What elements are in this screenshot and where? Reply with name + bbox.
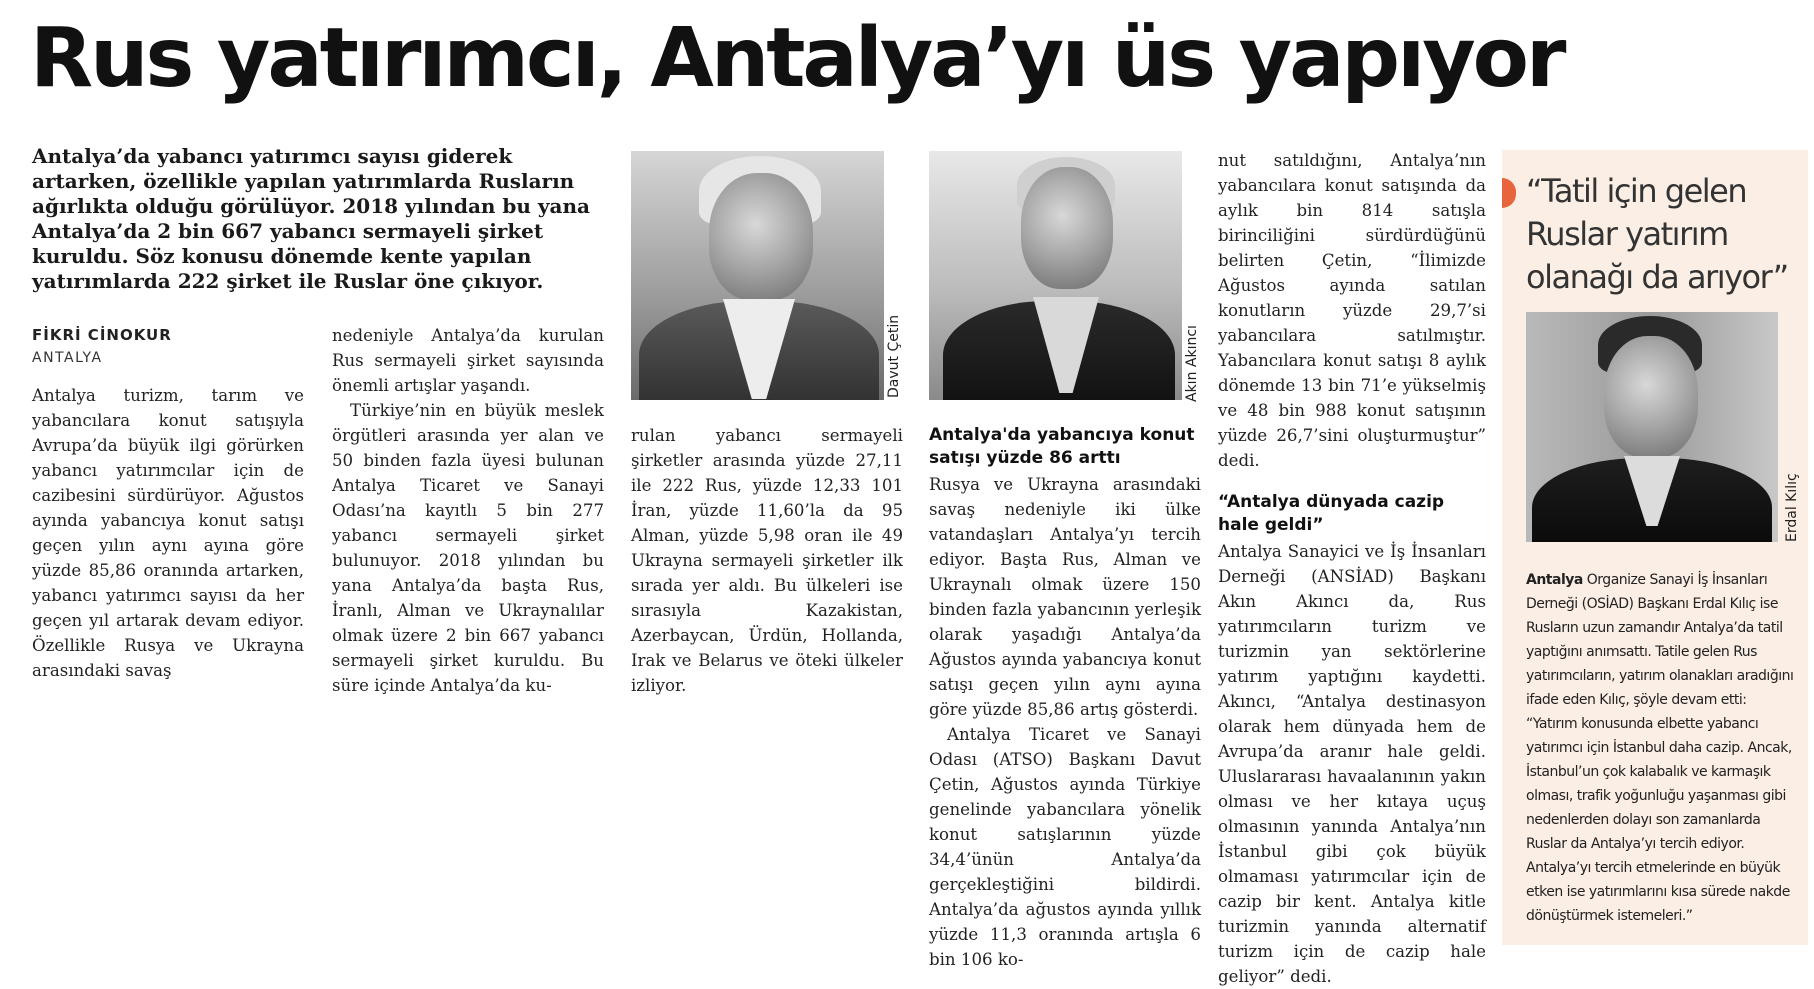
col3-paragraph-1: rulan yabancı sermayeli şirketler arasında yüzde 27,11 ile 222 Rus, yüzde 12,33 101 İran, yüzde 11,60’la da 95 Alman, yüzde 5,98 oran ile 49 Ukrayna sermayeli şirketler ilk sırada yer aldı. Bu ülkeleri ise sırasıyla Kazakistan, Azerbaycan, Ürdün, Hollanda, Irak ve Belarus ve öteki ülkeler izliyor. — [631, 426, 903, 695]
col2-paragraph-2: Türkiye’nin en büyük meslek örgütleri arasında yer alan ve 50 binden fazla üyesi bulunan Antalya Ticaret ve Sanayi Odası’na kayıtlı 5 bin 277 yabancı sermayeli şirket bulunuyor. 2018 yılından bu yana Antalya’da başta Rus, İranlı, Alman ve Ukraynalılar olmak üzere 2 bin 667 yabancı sermayeli şirket kuruldu. Bu süre içinde Antalya’da ku- — [332, 401, 604, 695]
photo-davut-cetin — [631, 151, 884, 400]
col4-subheading: Antalya'da yabancıya konut satışı yüzde 86 arttı — [929, 425, 1195, 468]
sidebar-text-bold: Antalya — [1526, 572, 1583, 588]
column-5 — [1218, 148, 1486, 989]
col4-paragraph-2: Antalya Ticaret ve Sanayi Odası (ATSO) Başkanı Davut Çetin, Ağustos ayında Türkiye genelinde yabancılara yönelik konut satışlarının yüzde 34,4’ünün Antalya’da gerçekleştiğini bildirdi. Antalya’da ağustos ayında yıllık yüzde 11,3 oranında artışla 6 bin 106 ko- — [929, 725, 1201, 969]
column-4 — [929, 424, 1201, 972]
dateline-location: ANTALYA — [32, 350, 103, 366]
photo2-credit: Akın Akıncı — [1184, 325, 1200, 402]
col1-paragraph-1: Antalya turizm, tarım ve yabancılara konut satışıyla Avrupa’da büyük ilgi görürken yabancı yatırımcılar için de cazibesini sürdürüyor. Ağustos ayında yabancıya konut satışı geçen yılın aynı ayına göre yüzde 85,86 oranında artarken, yabancı yatırımcı sayısı da her geçen yıl artarak devam ediyor. Özellikle Rusya ve Ukrayna arasındaki savaş — [32, 386, 304, 680]
col5-paragraph-2: Antalya Sanayici ve İş İnsanları Derneği (ANSİAD) Başkanı Akın Akıncı da, Rus yatırımcıların turizm ve turizmin yan sektörlerine yatırım yaptığını kaydetti. Akıncı, “Antalya destinasyon olarak hem dünyada hem de Avrupa’da aranır hale geldi. Uluslararası havaalanının yakın olması ve her kıtaya uçuş olmasının yanında Antalya’nın İstanbul gibi çok büyük olmaması yatırımcılar için de cazip bir kent. Antalya kitle turizmin yanında alternatif turizm için de cazip hale geliyor” dedi. — [1218, 542, 1486, 986]
column-2 — [332, 323, 604, 698]
column-1 — [32, 383, 304, 683]
column-3 — [631, 423, 903, 698]
photo3-credit: Erdal Kılıç — [1784, 473, 1800, 542]
col4-paragraph-1: Rusya ve Ukrayna arasındaki savaş nedeniyle iki ülke vatandaşları Antalya’yı tercih ediyor. Başta Rus, Alman ve Ukraynalı olmak üzere 150 binden fazla yabancının yerleşik olarak yaşadığı Antalya’da Ağustos ayında yabancıya konut satışı geçen yılın aynı ayına göre yüzde 85,86 artış gösterdi. — [929, 475, 1201, 719]
sidebar-text — [1526, 568, 1798, 928]
photo-erdal-kilic — [1526, 312, 1778, 542]
photo1-credit: Davut Çetin — [886, 314, 902, 398]
photo-akin-akinci — [929, 151, 1182, 400]
col2-paragraph-1: nedeniyle Antalya’da kurulan Rus sermayeli şirket sayısında önemli artışlar yaşandı. — [332, 326, 604, 395]
col5-subheading: “Antalya dünyada cazip hale geldi” — [1218, 492, 1445, 535]
sidebar-text-body: Organize Sanayi İş İnsanları Derneği (OSİAD) Başkanı Erdal Kılıç ise Rusların uzun zamandır Antalya’da tatil yaptığını anımsattı. Tatile gelen Rus yatırımcıların, yatırım olanakları aradığını ifade eden Kılıç, şöyle devam etti: “Yatırım konusunda elbette yabancı yatırımcı için İstanbul daha cazip. Ancak, İstanbul’un çok kalabalık ve karmaşık olması, trafik yoğunluğu yaşanması gibi nedenlerden dolayı son zamanlarda Ruslar da Antalya’yı tercih ediyor. Antalya’yı tercih etmelerinde en büyük etken ise yatırımlarını kısa sürede nakde dönüştürmek istemeleri.” — [1526, 572, 1794, 924]
col5-paragraph-1: nut satıldığını, Antalya’nın yabancılara konut satışında da aylık bin 814 satışla birinciliğini sürdürdüğünü belirten Çetin, “İlimizde Ağustos ayında satılan konutların yüzde 29,7’si yabancılara satılmıştır. Yabancılara konut satışı 8 aylık dönemde 13 bin 71’e yükselmiş ve 48 bin 988 konut satışının yüzde 26,7’sini oluşturmuştur” dedi. — [1218, 151, 1486, 470]
author-byline: FİKRİ CİNOKUR — [32, 326, 172, 344]
article-lead: Antalya’da yabancı yatırımcı sayısı giderek artarken, özellikle yapılan yatırımlarda Rusların ağırlıkta olduğu görülüyor. 2018 yılından bu yana Antalya’da 2 bin 667 yabancı sermayeli şirket kuruldu. Söz konusu dönemde kente yapılan yatırımlarda 222 şirket ile Ruslar öne çıkıyor. — [32, 144, 590, 293]
sidebar-pull-quote: “Tatil için gelen Ruslar yatırım olanağı da arıyor” — [1526, 172, 1788, 296]
headline: Rus yatırımcı, Antalya’yı üs yapıyor — [30, 11, 1564, 106]
